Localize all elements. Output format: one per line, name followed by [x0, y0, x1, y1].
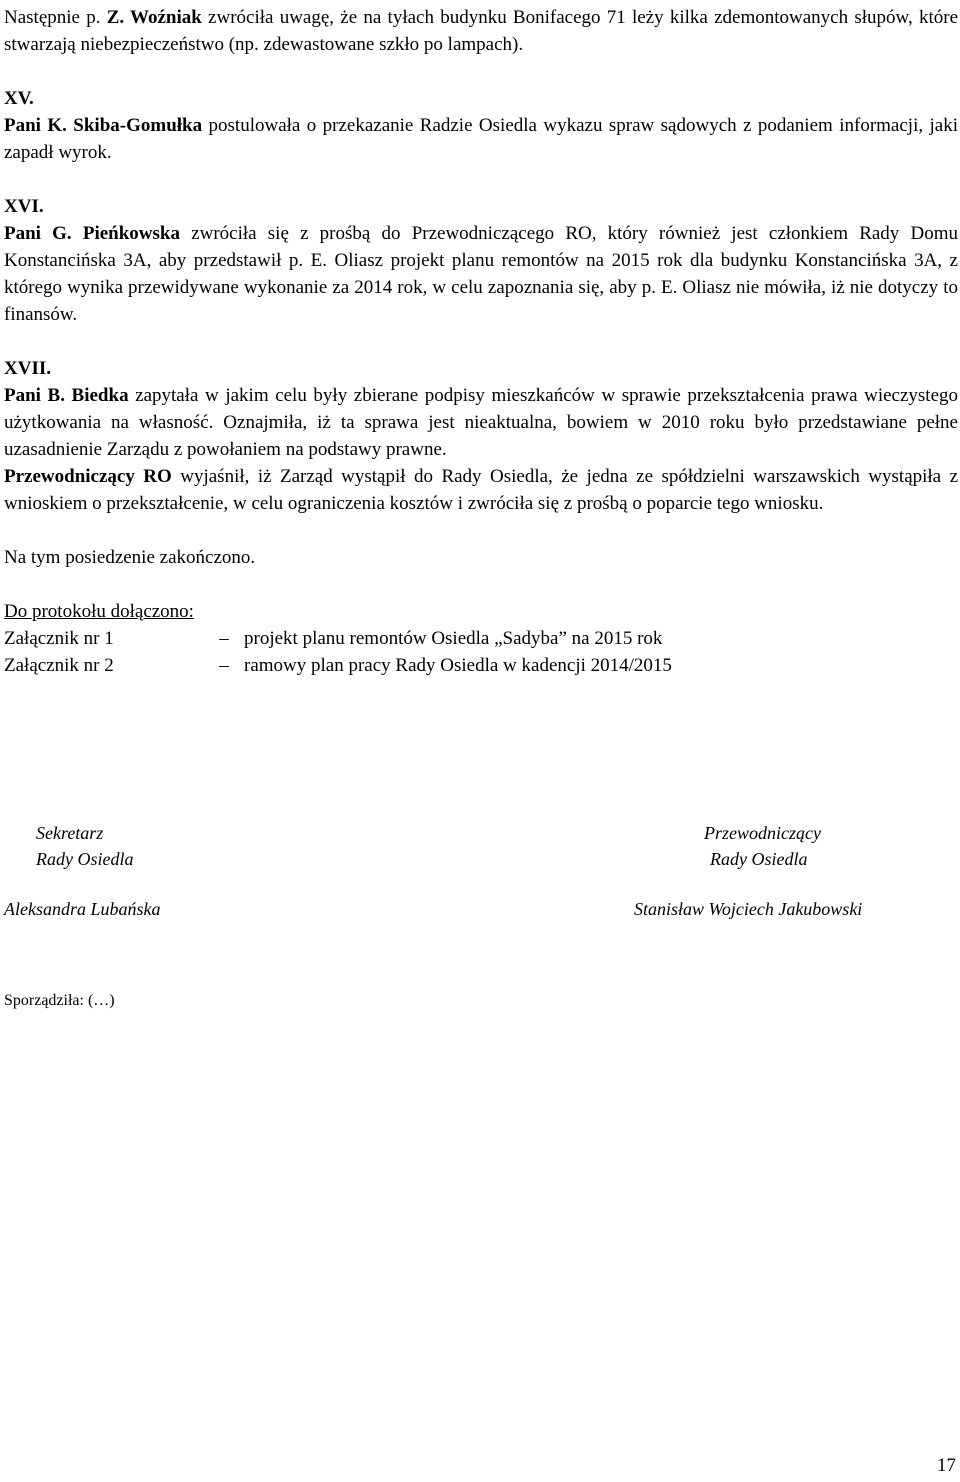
page-number: 17 — [937, 1455, 956, 1476]
signature-chair-body: Rady Osiedla — [710, 849, 808, 869]
signature-chair-name: Stanisław Wojciech Jakubowski — [634, 899, 863, 919]
section-heading-xv: XV. — [4, 88, 34, 109]
prepared-by: Sporządziła: (…) — [4, 992, 115, 1009]
person-name: Pieńkowska — [82, 223, 180, 244]
person-name: Biedka — [71, 385, 129, 406]
paragraph-xv: Pani K. Skiba-Gomułka postulowała o przekazanie Radzie Osiedla wykazu spraw sądowych z podaniem informacji, jaki zapadł wyrok. — [4, 115, 958, 163]
signature-secretary-body: Rady Osiedla — [36, 849, 134, 869]
signature-secretary-name: Aleksandra Lubańska — [4, 899, 161, 919]
person-name: Z. Woźniak — [106, 7, 202, 28]
signature-secretary-role: Sekretarz — [36, 823, 104, 843]
paragraph-xvii-chair: Przewodniczący RO wyjaśnił, iż Zarząd wystąpił do Rady Osiedla, że jedna ze spółdzielni warszawskich wystąpiła z wnioskiem o przekształcenie, w celu ograniczenia kosztów i zwróciła się z prośbą o poparcie tego wniosku. — [4, 466, 958, 514]
document-page — [4, 4, 958, 679]
attachment-row: Załącznik nr 1 – projekt planu remontów Osiedla „Sadyba” na 2015 rok — [4, 628, 663, 649]
closing-statement: Na tym posiedzenie zakończono. — [4, 547, 256, 568]
section-heading-xvi: XVI. — [4, 196, 44, 217]
paragraph-intro: Następnie p. Z. Woźniak zwróciła uwagę, że na tyłach budynku Bonifacego 71 leży kilka zdemontowanych słupów, które stwarzają niebezpieczeństwo (np. zdewastowane szkło po lampach). — [4, 7, 959, 55]
section-heading-xvii: XVII. — [4, 358, 51, 379]
paragraph-xvi: Pani G. Pieńkowska zwróciła się z prośbą do Przewodniczącego RO, który również jest członkiem Rady Domu Konstancińska 3A, aby przedstawił p. E. Oliasz projekt planu remontów na 2015 rok dla budynku Konstancińska 3A, z którego wynika przewidywane wykonanie za 2014 rok, w celu zapoznania się, aby p. E. Oliasz nie mówiła, iż nie dotyczy to finansów. — [4, 223, 958, 325]
paragraph-xvii: Pani B. Biedka zapytała w jakim celu były zbierane podpisy mieszkańców w sprawie przekształcenia prawa wieczystego użytkowania na własność. Oznajmiła, iż ta sprawa jest nieaktualna, bowiem w 2010 roku było przedstawiane pełne uzasadnienie Zarządu z powołaniem na podstawy prawne. — [4, 385, 959, 460]
person-name: Przewodniczący RO — [4, 466, 172, 487]
signature-chair-role: Przewodniczący — [704, 823, 821, 843]
person-name: K. Skiba-Gomułka — [47, 115, 203, 136]
attachment-row: Załącznik nr 2 – ramowy plan pracy Rady Osiedla w kadencji 2014/2015 — [4, 655, 672, 676]
attachments-heading: Do protokołu dołączono: — [4, 601, 194, 622]
